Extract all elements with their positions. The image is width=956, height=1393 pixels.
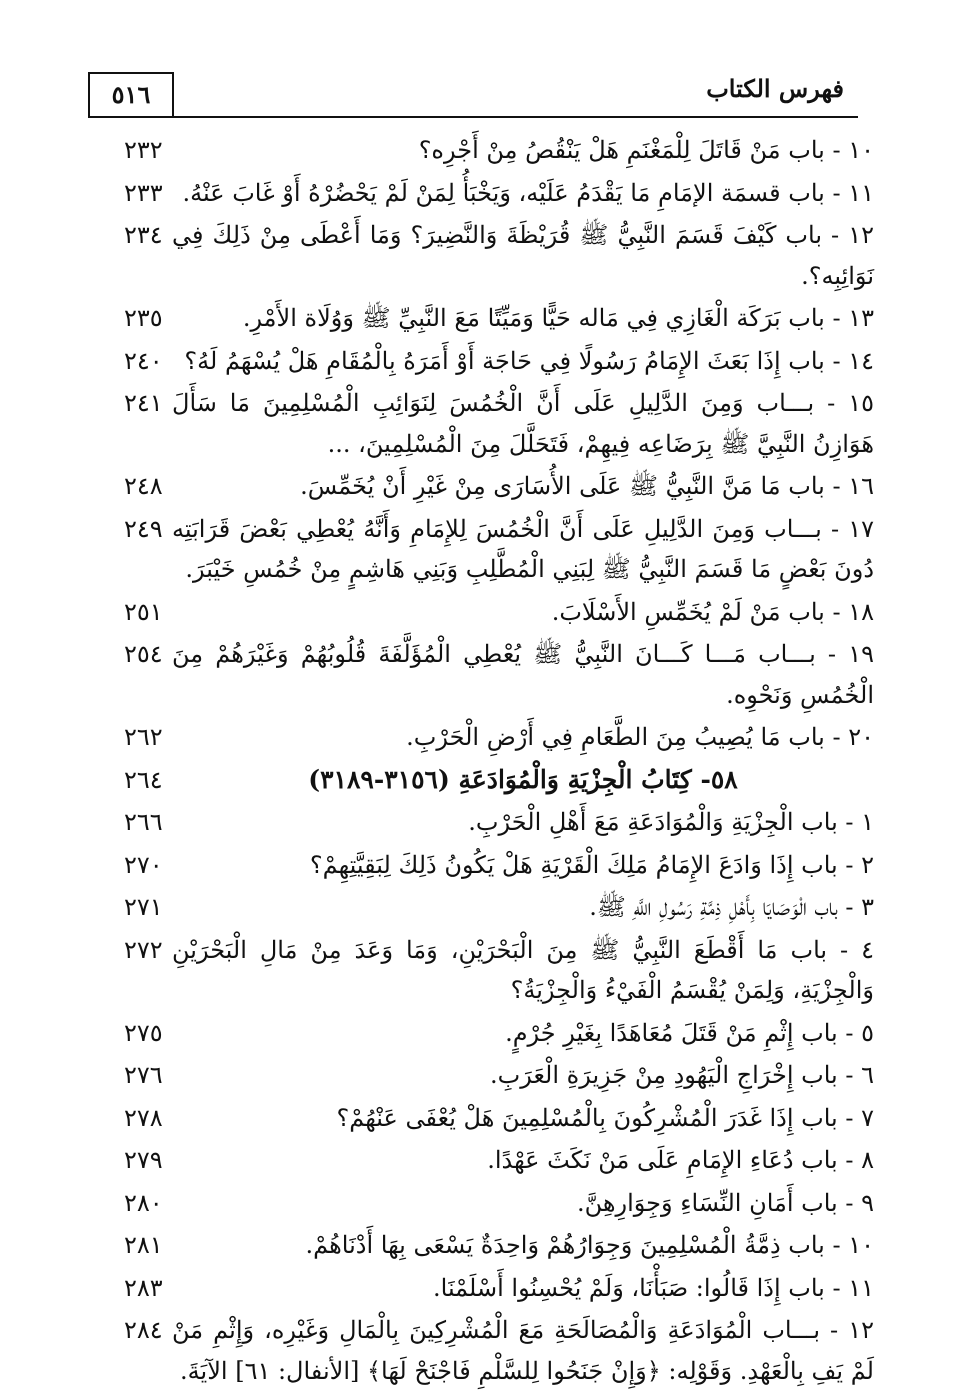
toc-entry-text: ٢ - باب إِذَا وَادَعَ الإِمَامُ مَلِكَ الْقَرْيَةِ هَلْ يَكُونُ ذَلِكَ لِبَقِيَّتِهِمْ؟	[309, 850, 874, 879]
toc-entry-page-number: ٢٦٦	[124, 808, 163, 836]
toc-entry-page-number: ٢٧٦	[124, 1061, 163, 1089]
toc-entry	[92, 466, 874, 507]
toc-entry	[92, 509, 874, 590]
toc-entry-page-number: ٢٧١	[124, 893, 163, 921]
toc-entry-text: ١٧ - بـــاب وَمِنَ الدَّلِيلِ عَلَى أَنَّ الْخُمُسَ لِلإِمَامِ وَأَنَّهُ يُعْطِي بَعْضَ قَرَابَتِه دُونَ بَعْضٍ مَا قَسَمَ النَّبِيُّ ﷺ لِبَنِي الْمُطَّلِبِ وَبَنِي هَاشِمٍ مِنْ خُمُسِ خَيْبَرَ.	[172, 514, 874, 583]
toc-entry-text: ١٨ - باب مَنْ لَمْ يُخَمِّسِ الأَسْلَابَ.	[551, 597, 874, 626]
toc-entry-page-number: ٢٤١	[124, 389, 163, 417]
toc-entry-page-number: ٢٤٨	[124, 472, 163, 500]
toc-entry-text: ٩ - باب أَمَانِ النِّسَاءِ وَجِوَارِهِنَّ.	[576, 1188, 874, 1217]
toc-entry-page-number: ٢٥٤	[124, 640, 163, 668]
toc-entry-text: ١ - باب الْجِزْيَةِ وَالْمُوَادَعَةِ مَعَ أَهْلِ الْحَرْبِ.	[468, 808, 874, 836]
toc-entry	[92, 1183, 874, 1224]
toc-entry-page-number: ٢٣٤	[124, 221, 163, 249]
chapter-heading-text: ٥٨- كِتَابُ الْجِزْيَةِ وَالْمُوَادَعَةِ (٣١٥٦-٣١٨٩)	[308, 764, 738, 794]
header-divider	[88, 116, 858, 118]
toc-entry	[92, 717, 874, 758]
toc-entry-text: ١٩ - بـــاب مَـــا كَـــانَ النَّبِيُّ ﷺ يُعْطِي الْمُؤَلَّفَةَ قُلُوبُهُمْ وَغَيْرَهُمْ مِنَ الْخُمُسِ وَنَحْوِه.	[172, 640, 874, 709]
toc-entry	[92, 930, 874, 1011]
toc-entry	[92, 802, 874, 843]
toc-entry-page-number: ٢٨١	[124, 1231, 163, 1259]
toc-entry-page-number: ٢٤٩	[124, 514, 163, 543]
toc-entry	[92, 341, 874, 382]
toc-entry	[92, 1098, 874, 1139]
toc-entry-page-number: ٢٣٢	[124, 136, 163, 164]
toc-entry	[92, 215, 874, 296]
toc-entry-text: ٣ - باب الْوَصَايَا بِأَهْلِ ذِمَّةِ رَسُولِ اللَّهِ ﷺ.	[589, 893, 874, 921]
toc-entry-page-number: ٢٧٢	[124, 935, 163, 964]
toc-entry	[92, 887, 874, 928]
toc-entry-text: ٢٠ - باب مَا يُصِيبُ مِنَ الطَّعَامِ فِي أَرْضِ الْحَرْبِ.	[406, 723, 874, 751]
toc-entry-text: ٧ - باب إِذَا غَدَرَ الْمُشْرِكُونَ بِالْمُسْلِمِينَ هَلْ يُعْفَى عَنْهُمْ؟	[336, 1103, 874, 1132]
toc-entry-text: ٨ - باب دُعَاءِ الإِمَامِ عَلَى مَنْ نَكَثَ عَهْدًا.	[487, 1146, 874, 1174]
toc-entry-text: ٤ - باب مَا أَقْطَعَ النَّبِيُّ ﷺ مِنَ الْبَحْرَيْنِ، وَمَا وَعَدَ مِنْ مَالِ الْبَحْرَيْنِ وَالْجِزْيَةِ، وَلِمَنْ يُقْسَمُ الْفَيْءُ وَالْجِزْيَةُ؟	[172, 935, 875, 1004]
toc-entry-page-number: ٢٨٣	[124, 1273, 163, 1302]
toc-entry	[92, 298, 874, 339]
toc-entry-text: ٥ - باب إِثْمِ مَنْ قَتَلَ مُعَاهَدًا بِغَيْرِ جُرْمٍ.	[505, 1018, 874, 1047]
toc-entry	[92, 1268, 874, 1309]
toc-entry	[92, 1013, 874, 1054]
toc-entry-page-number: ٢٧٨	[124, 1103, 163, 1132]
toc-entry-text: ١٣ - باب بَرَكَة الْغَازِي فِي مَاله حَيًّا وَمَيِّتًا مَعَ النَّبِيِّ ﷺ وَوُلَاة الأَمْرِ.	[242, 304, 874, 332]
page-title: فهرس الكتاب	[706, 74, 844, 103]
toc-entry	[92, 1055, 874, 1096]
toc-entry-text: ١٥ - بـــاب وَمِنَ الدَّلِيلِ عَلَى أَنَّ الْخُمُسَ لِنَوَائِبِ الْمُسْلِمِينَ مَا سَأَلَ هَوَازِنُ النَّبِيَّ ﷺ بِرَضَاعِه فِيهِمْ، فَتَحَلَّلَ مِنَ الْمُسْلِمِينَ، ...	[172, 389, 874, 458]
toc-entry-page-number: ٢٣٣	[124, 178, 163, 207]
toc-entry-page-number: ٢٧٥	[124, 1018, 163, 1047]
toc-entry	[92, 1140, 874, 1181]
toc-entry-text: ١١ - باب إِذَا قَالُوا: صَبَأْنَا، وَلَمْ يُحْسِنُوا أَسْلَمْنَا.	[433, 1273, 874, 1302]
toc-entry-page-number: ٢٤٠	[124, 346, 163, 375]
toc-entry-page-number: ٢٧٩	[124, 1146, 163, 1174]
toc-entry-text: ١٦ - باب مَا مَنَّ النَّبِيُّ ﷺ عَلَى الأُسَارَى مِنْ غَيْرِ أَنْ يُخَمِّسَ.	[300, 472, 874, 500]
toc-entry	[92, 845, 874, 886]
toc-entry-page-number: ٢٨٠	[124, 1188, 163, 1217]
toc-entry	[92, 130, 874, 171]
toc-entry-page-number: ٢٧٠	[124, 850, 163, 879]
toc-entry-text: ١١ - باب قسمَة الإمَامِ مَا يَقْدَمُ عَلَيْه، وَيَخْبَأُ لِمَنْ لَمْ يَحْضُرْهُ أَوْ غَابَ عَنْهُ.	[182, 178, 874, 207]
toc-entry-text: ١٠ - باب ذِمَّةُ الْمُسْلِمِينَ وَجِوَارُهُمْ وَاحِدَةٌ يَسْعَى بِهَا أَدْنَاهُمْ.	[305, 1231, 874, 1259]
toc-entry	[92, 383, 874, 464]
toc-entry-page-number: ٢٦٢	[124, 723, 163, 751]
toc-entry	[92, 634, 874, 715]
chapter-heading-row	[92, 760, 874, 801]
toc-entry-page-number: ٢٦٤	[124, 765, 163, 794]
toc-entry-text: ١٢ - بـــاب الْمُوَادَعَةِ وَالْمُصَالَحَةِ مَعَ الْمُشْرِكِينَ بِالْمَالِ وَغَيْرِه، وَإِثْمِ مَنْ لَمْ يَفِ بِالْعَهْدِ. وَقَوْلِه: ﴿وَإِنْ جَنَحُوا لِلسَّلْمِ فَاجْنَحْ لَهَا﴾ [الأنفال: ٦١] الآيَةَ.	[172, 1316, 874, 1385]
toc-entry	[92, 592, 874, 633]
toc-entry-page-number: ٢٥١	[124, 597, 163, 626]
toc-entry-page-number: ٢٨٤	[124, 1316, 163, 1344]
toc-entry-text: ١٠ - باب مَنْ قَاتَلَ لِلْمَغْنَمِ هَلْ يَنْقُصُ مِنْ أَجْرِه؟	[418, 136, 874, 164]
toc-entry-text: ١٤ - باب إِذَا بَعَثَ الإِمَامُ رَسُولًا فِي حَاجَة أَوْ أَمَرَهُ بِالْمُقَامِ هَلْ يُسْهَمُ لَهُ؟	[184, 346, 874, 375]
toc-entry	[92, 173, 874, 214]
toc-entry	[92, 1225, 874, 1266]
toc-entry	[92, 1310, 874, 1391]
page-number: ٥١٦	[88, 72, 174, 116]
toc-entry-text: ١٢ - باب كَيْفَ قَسَمَ النَّبِيُّ ﷺ قُرَيْظَةَ وَالنَّضِيرَ؟ وَمَا أَعْطَى مِنْ ذَلِكَ فِي نَوَائِبِه؟.	[172, 221, 874, 290]
table-of-contents	[92, 130, 874, 1393]
toc-entry-text: ٦ - باب إِخْرَاجِ الْيَهُودِ مِنْ جَزِيرَةِ الْعَرَبِ.	[490, 1061, 874, 1089]
toc-entry-page-number: ٢٣٥	[124, 304, 163, 332]
